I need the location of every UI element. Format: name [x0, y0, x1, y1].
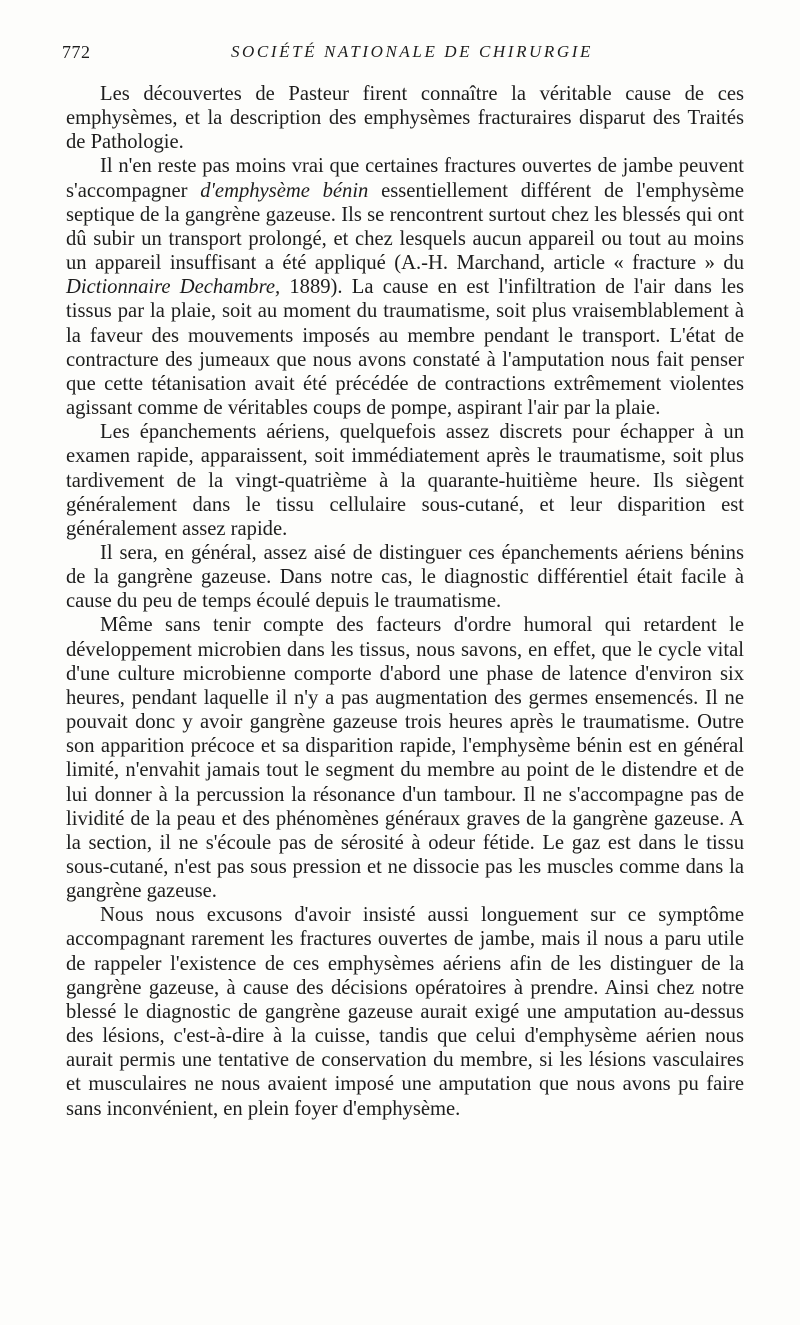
- paragraph-2-text-b: essentiellement différent de l'emphysème septique de la gangrène gazeuse. Ils se rencontrent surtout chez les blessés qui ont dû subir un transport prolongé, et chez lesquels aucun appareil ou tout au moins un appareil insuffisant a été appliqué (A.-H. Marchand, article « fracture » du: [66, 179, 744, 275]
- page-number: 772: [62, 42, 91, 62]
- paragraph-6: Nous nous excusons d'avoir insisté aussi longuement sur ce symptôme accompagnant rarement les fractures ouvertes de jambe, mais il nous a paru utile de rappeler l'existence de ces emphysèmes aériens afin de les distinguer de la gangrène gazeuse, à cause des décisions opératoires à prendre. Ainsi chez notre blessé le diagnostic de gangrène gazeuse aurait exigé une amputation au-dessus des lésions, c'est-à-dire à la cuisse, tandis que celui d'emphysème aérien nous aurait permis une tentative de conservation du membre, si les lésions vasculaires et musculaires ne nous avaient imposé une amputation que nous avons pu faire sans inconvénient, en plein foyer d'emphysème.: [66, 904, 744, 1120]
- paragraph-2: [66, 154, 744, 420]
- page-header: [62, 42, 738, 66]
- paragraph-1: Les découvertes de Pasteur firent connaître la véritable cause de ces emphysèmes, et la description des emphysèmes fracturaires disparut des Traités de Pathologie.: [66, 83, 744, 154]
- paragraph-5: Même sans tenir compte des facteurs d'ordre humoral qui retardent le développement microbien dans les tissus, nous savons, en effet, que le cycle vital d'une culture microbienne comporte d'abord une phase de latence d'environ six heures, pendant laquelle il n'y a pas augmentation des germes ensemencés. Il ne pouvait donc y avoir gangrène gazeuse trois heures après le traumatisme. Outre son apparition précoce et sa disparition rapide, l'emphysème bénin est en général limité, n'envahit jamais tout le segment du membre au point de le distendre et de lui donner à la percussion la résonance d'un tambour. Il ne s'accompagne pas de lividité de la peau et des phénomènes généraux graves de la gangrène gazeuse. A la section, il ne s'écoule pas de sérosité à odeur fétide. Le gaz est dans le tissu sous-cutané, n'est pas sous pression et ne dissocie pas les muscles comme dans la gangrène gazeuse.: [66, 614, 744, 903]
- paragraph-2-text-a: Il n'en reste pas moins vrai que certaines fractures ouvertes de jambe peuvent s'accompagner: [66, 155, 744, 202]
- running-head: SOCIÉTÉ NATIONALE DE CHIRURGIE: [230, 42, 594, 61]
- paragraph-4: Il sera, en général, assez aisé de distinguer ces épanchements aériens bénins de la gangrène gazeuse. Dans notre cas, le diagnostic différentiel était facile à cause du peu de temps écoulé depuis le traumatisme.: [66, 541, 744, 613]
- article-body: [66, 82, 744, 1121]
- paragraph-2-italic-term: d'emphysème bénin: [200, 179, 369, 202]
- paragraph-2-text-c: 1889). La cause en est l'infiltration de l'air dans les tissus par la plaie, soit au moment du traumatisme, soit plus vraisemblablement à la faveur des mouvements imposés au membre pendant le transport. L'état de contracture des jumeaux que nous avons constaté à l'amputation nous fait penser que cette tétanisation avait été précédée de contractions extrêmement violentes agissant comme de véritables coups de pompe, aspirant l'air par la plaie.: [66, 276, 744, 420]
- paragraph-3: Les épanchements aériens, quelquefois assez discrets pour échapper à un examen rapide, apparaissent, soit immédiatement après le traumatisme, soit plus tardivement de la vingt-quatrième à la quarante-huitième heure. Ils siègent généralement dans le tissu cellulaire sous-cutané, et leur disparition est généralement assez rapide.: [66, 421, 744, 540]
- paragraph-2-italic-citation: Dictionnaire Dechambre,: [66, 276, 281, 299]
